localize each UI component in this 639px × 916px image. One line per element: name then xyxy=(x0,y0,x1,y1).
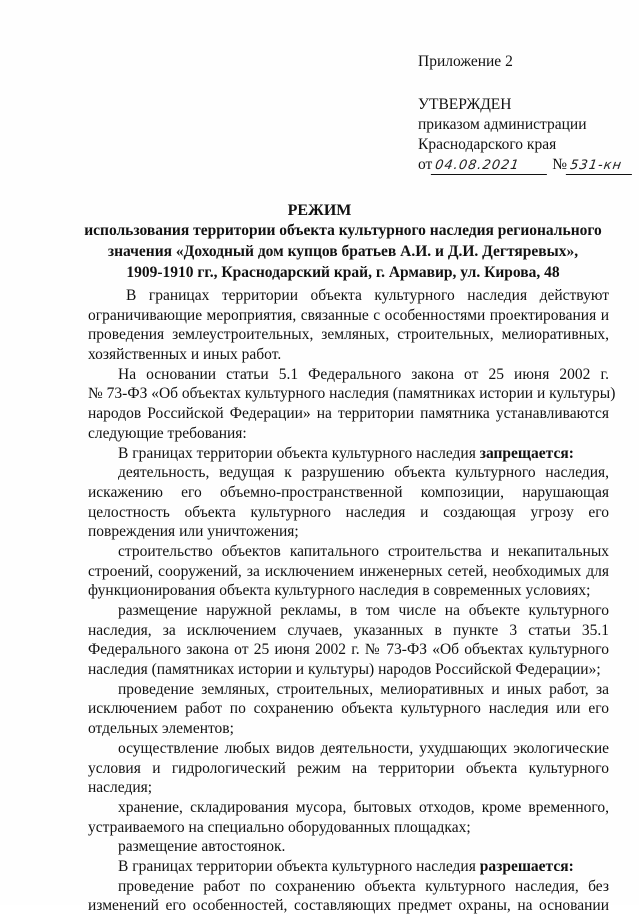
order-date-number-line xyxy=(418,155,633,175)
approved-label: УТВЕРЖДЕН xyxy=(418,96,512,113)
body-line: хранение, складирования мусора, бытовых отходов, кроме временного, xyxy=(118,798,609,816)
body-line: наследия (памятниках истории и культуры) народов Российской Федерации»; xyxy=(88,661,601,679)
body-line: ограничивающие мероприятия, связанные с особенностями проектирования и xyxy=(88,306,609,324)
subtitle-line-2: значения «Доходный дом купцов братьев А.И. и Д.И. Дегтяревых», xyxy=(107,243,579,260)
body-line: функционирования объекта культурного наследия в современных условиях; xyxy=(88,582,591,600)
body-line: народов Российской Федерации» на территории памятника устанавливаются xyxy=(88,405,609,423)
handwritten-number: 531-кн xyxy=(566,158,634,175)
body-line: строений, сооружений, за исключением инженерных сетей, необходимых для xyxy=(88,562,609,580)
order-line-2: Краснодарского края xyxy=(418,136,557,153)
body-line: № 73-ФЗ «Об объектах культурного наследия (памятниках истории и культуры) xyxy=(88,385,616,403)
number-prefix: № xyxy=(552,156,567,173)
body-line: деятельность, ведущая к разрушению объекта культурного наследия, xyxy=(118,464,609,482)
body-line: проведение работ по сохранению объекта культурного наследия, без xyxy=(118,877,609,895)
body-line: На основании статьи 5.1 Федерального закона от 25 июня 2002 г. xyxy=(118,365,609,383)
body-line: хозяйственных и иных работ. xyxy=(88,346,282,364)
body-line: размещение автостоянок. xyxy=(118,838,286,856)
body-line: проведение земляных, строительных, мелиоративных и иных работ, за xyxy=(118,680,609,698)
body-line: размещение наружной рекламы, в том числе на объекте культурного xyxy=(118,602,609,619)
document-body xyxy=(88,286,616,916)
subtitle-line-1: использования территории объекта культурного наследия регионального xyxy=(84,222,602,239)
subtitle-line-3: 1909-1910 гг., Краснодарский край, г. Армавир, ул. Кирова, 48 xyxy=(126,264,560,281)
prohibited-heading-text: В границах территории объекта культурного наследия xyxy=(118,444,480,462)
body-line: Федерального закона от 25 июня 2002 г. № 73-ФЗ «Об объектах культурного xyxy=(88,641,609,659)
body-line: отдельных элементов; xyxy=(88,720,234,738)
prohibited-heading xyxy=(88,444,609,464)
appendix-label: Приложение 2 xyxy=(418,53,513,70)
permitted-keyword: разрешается: xyxy=(479,857,574,875)
body-line: осуществление любых видов деятельности, ухудшающих экологические xyxy=(118,739,609,757)
body-line: исключением работ по сохранению объекта культурного наследия или его xyxy=(88,700,609,718)
handwritten-date: 04.08.2021 xyxy=(431,158,549,175)
body-line: условия и гидрологический режим на территории объекта культурного xyxy=(88,759,609,777)
body-line: наследия, за исключением случаев, указанных в пункте 3 статьи 35.1 xyxy=(88,621,609,639)
date-prefix: от xyxy=(418,156,433,173)
body-line: устраиваемого на специально оборудованных площадках; xyxy=(88,818,471,836)
body-line: искажению его объемно-пространственной композиции, нарушающая xyxy=(88,483,609,501)
permitted-heading xyxy=(88,857,609,877)
body-line: наследия; xyxy=(88,779,153,797)
body-line: повреждения или уничтожения; xyxy=(88,523,299,541)
permitted-heading-text: В границах территории объекта культурного наследия xyxy=(118,857,480,875)
document-title: РЕЖИМ xyxy=(287,202,352,219)
body-line: изменений его особенностей, составляющих предмет охраны, на основании xyxy=(88,897,609,915)
order-line-1: приказом администрации xyxy=(418,116,587,133)
document-subtitle xyxy=(78,220,608,283)
body-line: целостность объекта культурного наследия и создающая угрозу его xyxy=(88,503,609,521)
prohibited-keyword: запрещается: xyxy=(479,444,574,462)
approval-block xyxy=(418,95,633,175)
body-line: В границах территории объекта культурного наследия действуют xyxy=(126,287,609,304)
body-line: проведения землеустроительных, земляных, строительных, мелиоративных, xyxy=(88,326,609,344)
body-line: следующие требования: xyxy=(88,424,247,442)
body-line: строительство объектов капитального строительства и некапитальных xyxy=(118,542,609,560)
